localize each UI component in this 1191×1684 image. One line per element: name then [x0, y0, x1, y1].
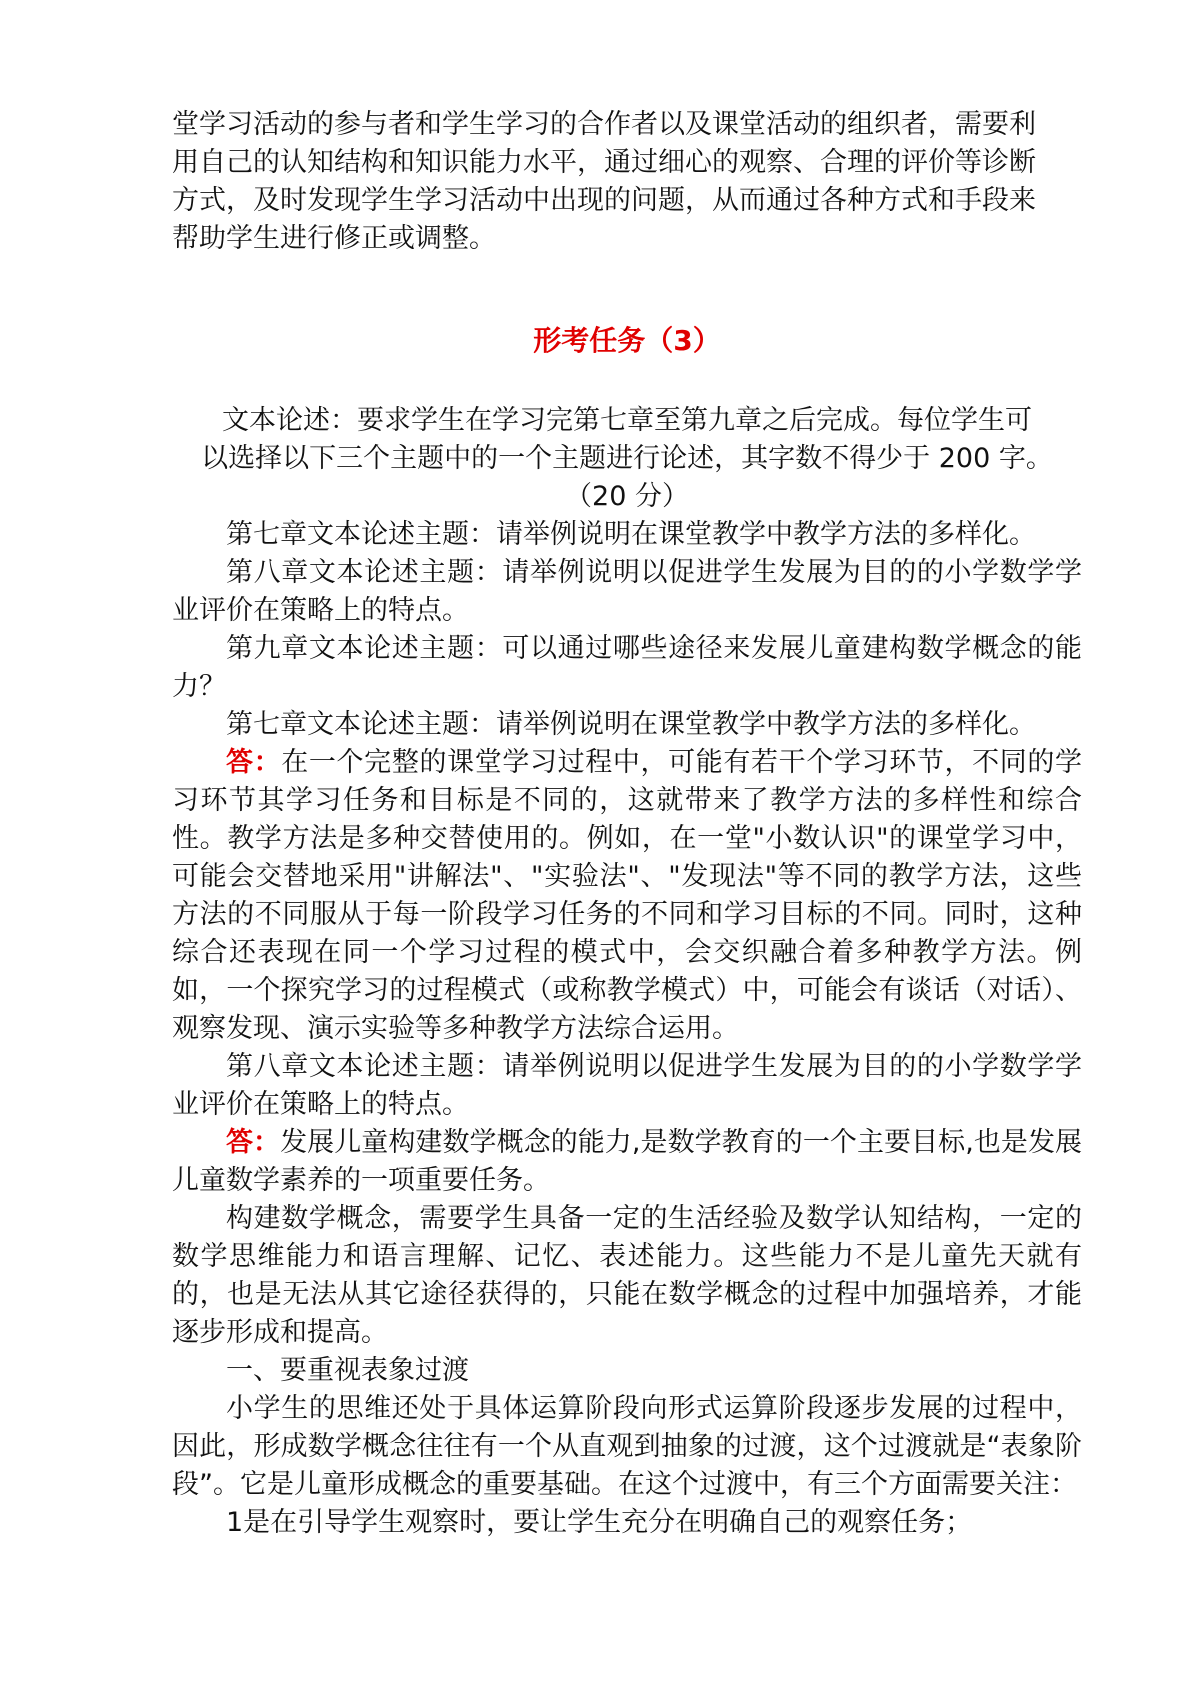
- section-1-heading: 第七章文本论述主题：请举例说明在课堂教学中教学方法的多样化。: [226, 709, 1036, 740]
- task-intro-line-2: 以选择以下三个主题中的一个主题进行论述，其字数不得少于 200 字。: [201, 443, 1053, 474]
- top-paragraph-line-2: 用自己的认知结构和知识能力水平，通过细心的观察、合理的评价等诊断: [172, 147, 1036, 178]
- section-2-heading: 第八章文本论述主题：请举例说明以促进学生发展为目的的小学数学学业评价在策略上的特点。: [172, 1051, 1082, 1120]
- answer-label: 答：: [226, 747, 282, 778]
- answer-2c: 一、要重视表象过渡: [226, 1355, 469, 1386]
- task-intro: [172, 402, 1082, 516]
- answer-1: [172, 744, 1082, 1048]
- topic-chapter-8: 第八章文本论述主题：请举例说明以促进学生发展为目的的小学数学学业评价在策略上的特点。: [172, 557, 1082, 626]
- topic-chapter-7: 第七章文本论述主题：请举例说明在课堂教学中教学方法的多样化。: [226, 519, 1036, 550]
- answer-2a-text: 发展儿童构建数学概念的能力,是数学教育的一个主要目标,也是发展儿童数学素养的一项重要任务。: [172, 1127, 1083, 1196]
- answer-2a: [172, 1124, 1082, 1200]
- answer-2d: 小学生的思维还处于具体运算阶段向形式运算阶段逐步发展的过程中，因此，形成数学概念往往有一个从直观到抽象的过渡，这个过渡就是“表象阶段”。它是儿童形成概念的重要基础。在这个过渡中，有三个方面需要关注：: [172, 1393, 1082, 1500]
- answer-2b: 构建数学概念，需要学生具备一定的生活经验及数学认知结构，一定的数学思维能力和语言理解、记忆、表述能力。这些能力不是儿童先天就有的，也是无法从其它途径获得的，只能在数学概念的过程中加强培养，才能逐步形成和提高。: [172, 1203, 1082, 1348]
- answer-1-text: 在一个完整的课堂学习过程中，可能有若干个学习环节，不同的学习环节其学习任务和目标是不同的，这就带来了教学方法的多样性和综合性。教学方法是多种交替使用的。例如，在一堂"小数认识"的课堂学习中，可能会交替地采用"讲解法"、"实验法"、"发现法"等不同的教学方法，这些方法的不同服从于每一阶段学习任务的不同和学习目标的不同。同时，这种综合还表现在同一个学习过程的模式中，会交织融合着多种教学方法。例如，一个探究学习的过程模式（或称教学模式）中，可能会有谈话（对话）、观察发现、演示实验等多种教学方法综合运用。: [172, 747, 1083, 1044]
- answer-2e: 1是在引导学生观察时，要让学生充分在明确自己的观察任务；: [226, 1507, 973, 1538]
- top-paragraph-line-1: 堂学习活动的参与者和学生学习的合作者以及课堂活动的组织者，需要利: [172, 109, 1036, 140]
- section-title: 形考任务（3）: [533, 324, 721, 357]
- top-paragraph-line-4: 帮助学生进行修正或调整。: [172, 223, 496, 254]
- document-content: [172, 106, 1082, 1542]
- topic-chapter-9: 第九章文本论述主题：可以通过哪些途径来发展儿童建构数学概念的能力？: [172, 633, 1082, 702]
- top-paragraph: [172, 106, 1082, 258]
- task-intro-line-3: （20 分）: [565, 481, 689, 512]
- task-intro-line-1: 文本论述：要求学生在学习完第七章至第九章之后完成。每位学生可: [222, 405, 1032, 436]
- top-paragraph-line-3: 方式，及时发现学生学习活动中出现的问题，从而通过各种方式和手段来: [172, 185, 1036, 216]
- answer-label: 答：: [226, 1127, 281, 1158]
